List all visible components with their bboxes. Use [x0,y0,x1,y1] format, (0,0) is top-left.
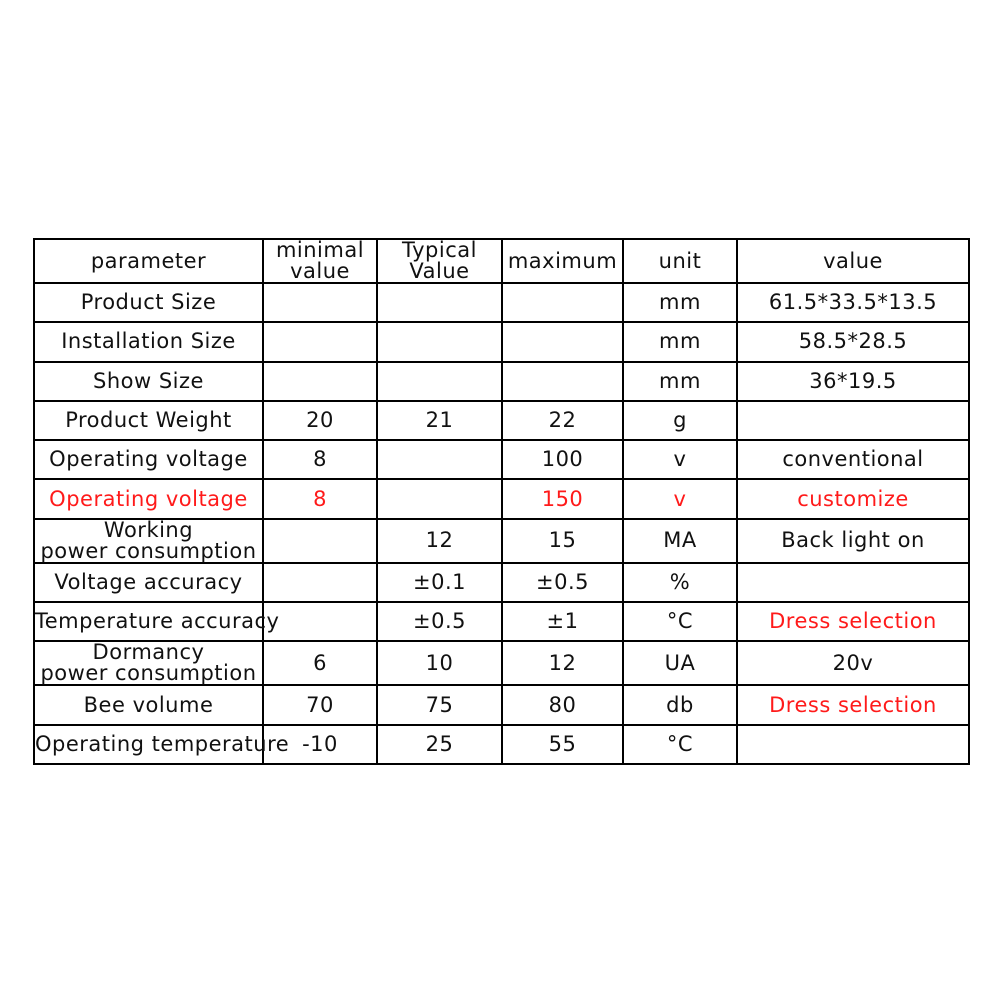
header-maximum: maximum [502,239,623,283]
cell-typ: ±0.5 [377,602,502,641]
cell-unit: mm [623,362,737,401]
cell-max: 150 [502,479,623,518]
cell-typ: 12 [377,519,502,563]
cell-value: 58.5*28.5 [737,322,969,361]
cell-typ: ±0.1 [377,563,502,602]
cell-parameter [34,641,263,685]
table-row [34,563,969,602]
cell-min: 8 [263,479,377,518]
table-row [34,602,969,641]
cell-max: 80 [502,685,623,724]
cell-min: 70 [263,685,377,724]
header-row [34,239,969,283]
cell-unit: db [623,685,737,724]
cell-min [263,519,377,563]
cell-parameter: Bee volume [34,685,263,724]
table-row-highlighted [34,479,969,518]
cell-value: 61.5*33.5*13.5 [737,283,969,322]
cell-typ: 75 [377,685,502,724]
cell-max: ±1 [502,602,623,641]
cell-unit: mm [623,322,737,361]
cell-max: ±0.5 [502,563,623,602]
cell-parameter-line1: Dormancy [92,640,205,665]
cell-typ [377,440,502,479]
cell-parameter: Product Size [34,283,263,322]
header-minimal-line2: value [290,259,350,283]
cell-typ [377,479,502,518]
cell-min: 6 [263,641,377,685]
cell-unit: v [623,479,737,518]
cell-min: 8 [263,440,377,479]
cell-min [263,563,377,602]
cell-parameter-line2: power consumption [40,538,257,563]
header-parameter: parameter [34,239,263,283]
cell-max: 100 [502,440,623,479]
cell-max [502,283,623,322]
cell-min: 20 [263,401,377,440]
cell-min [263,362,377,401]
cell-unit: mm [623,283,737,322]
header-typical-value [377,239,502,283]
cell-max [502,322,623,361]
table-row [34,519,969,563]
cell-parameter-line1: Working [103,517,194,542]
header-typical-line1: Typical [402,238,477,262]
cell-min [263,322,377,361]
cell-unit: UA [623,641,737,685]
cell-value: Dress selection [737,602,969,641]
cell-parameter [34,519,263,563]
cell-min: -10 [263,725,377,764]
cell-unit: °C [623,602,737,641]
cell-unit: MA [623,519,737,563]
cell-unit: °C [623,725,737,764]
cell-value: 20v [737,641,969,685]
cell-typ [377,283,502,322]
cell-parameter: Temperature accuracy [34,602,263,641]
cell-min [263,283,377,322]
table-row [34,440,969,479]
spec-table [33,238,970,765]
cell-typ: 21 [377,401,502,440]
cell-value: 36*19.5 [737,362,969,401]
cell-value [737,725,969,764]
table-row [34,401,969,440]
table-row [34,283,969,322]
header-minimal-value [263,239,377,283]
cell-value: customize [737,479,969,518]
cell-parameter: Voltage accuracy [34,563,263,602]
cell-typ [377,322,502,361]
cell-parameter: Product Weight [34,401,263,440]
cell-parameter: Operating voltage [34,440,263,479]
header-typical-line2: Value [409,259,470,283]
header-unit: unit [623,239,737,283]
header-minimal-line1: minimal [275,238,365,262]
cell-parameter-line2: power consumption [40,661,257,686]
cell-max: 15 [502,519,623,563]
cell-parameter: Operating temperature [34,725,263,764]
cell-value: conventional [737,440,969,479]
table-row [34,322,969,361]
cell-min [263,602,377,641]
cell-parameter: Installation Size [34,322,263,361]
cell-value: Back light on [737,519,969,563]
cell-parameter: Operating voltage [34,479,263,518]
cell-value: Dress selection [737,685,969,724]
cell-typ: 10 [377,641,502,685]
cell-unit: g [623,401,737,440]
cell-unit: v [623,440,737,479]
table-row [34,362,969,401]
cell-typ: 25 [377,725,502,764]
table-row [34,685,969,724]
cell-value [737,563,969,602]
table-row [34,641,969,685]
cell-typ [377,362,502,401]
cell-max [502,362,623,401]
cell-value [737,401,969,440]
cell-max: 55 [502,725,623,764]
cell-parameter: Show Size [34,362,263,401]
cell-unit: % [623,563,737,602]
cell-max: 12 [502,641,623,685]
header-value: value [737,239,969,283]
table-row [34,725,969,764]
cell-max: 22 [502,401,623,440]
